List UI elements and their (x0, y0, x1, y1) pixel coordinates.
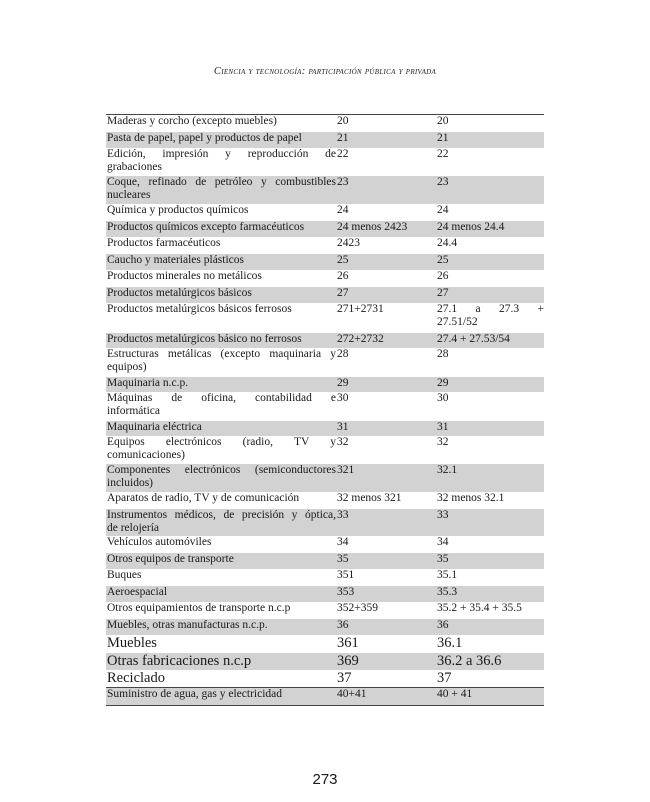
sector-cell: Aeroespacial (107, 586, 168, 598)
code-a-cell: 25 (337, 254, 349, 266)
table-row (106, 553, 544, 569)
sector-cell: Otros equipamientos de transporte n.c.p (107, 602, 291, 614)
table-row (106, 436, 544, 464)
code-b-cell: 37 (437, 670, 452, 686)
table-row (106, 569, 544, 586)
code-a-cell: 34 (337, 536, 349, 548)
code-a-cell: 37 (337, 670, 352, 686)
code-a-cell: 24 menos 2423 (337, 221, 408, 233)
code-a-cell: 2423 (337, 237, 360, 249)
sector-cell: Reciclado (107, 670, 165, 686)
code-a-cell: 32 (337, 436, 349, 448)
table-row (106, 536, 544, 553)
code-b-cell: 35.2 + 35.4 + 35.5 (437, 602, 522, 614)
sector-cell: Buques (107, 569, 142, 581)
sector-cell: Productos metalúrgicos básico no ferrosos (107, 333, 302, 345)
table-row (106, 670, 544, 687)
code-b-cell: 32.1 (437, 464, 458, 476)
sector-cell: Productos minerales no metálicos (107, 270, 262, 282)
table-bottom-rule (106, 705, 544, 706)
code-a-cell: 361 (337, 635, 359, 651)
code-a-cell: 40+41 (337, 688, 367, 700)
code-b-cell: 27.4 + 27.53/54 (437, 333, 510, 345)
running-title: Ciencia y tecnología: participación pública y privada (213, 66, 437, 77)
table-row (106, 509, 544, 536)
code-b-cell: 23 (437, 176, 449, 188)
sector-cell: Vehículos automóviles (107, 536, 212, 548)
sector-cell: Muebles, otras manufacturas n.c.p. (107, 619, 268, 631)
code-b-cell: 32 menos 32.1 (437, 492, 505, 504)
table-row (106, 586, 544, 602)
code-a-cell: 369 (337, 653, 359, 669)
code-a-cell: 351 (337, 569, 355, 581)
code-b-cell: 24.4 (437, 237, 458, 249)
code-a-cell: 36 (337, 619, 349, 631)
table-row (106, 115, 544, 132)
code-b-cell: 28 (437, 348, 449, 360)
table-row (106, 237, 544, 254)
code-a-cell: 28 (337, 348, 349, 360)
code-b-cell: 36.2 a 36.6 (437, 653, 502, 669)
code-b-cell: 40 + 41 (437, 688, 473, 700)
code-a-cell: 352+359 (337, 602, 378, 614)
code-b-cell: 24 menos 24.4 (437, 221, 505, 233)
table-row (106, 221, 544, 237)
code-b-cell: 36 (437, 619, 449, 631)
code-a-cell: 33 (337, 509, 349, 521)
code-b-cell: 33 (437, 509, 449, 521)
code-b-cell: 35.1 (437, 569, 458, 581)
sector-cell: Pasta de papel, papel y productos de papel (107, 132, 302, 144)
code-a-cell: 272+2732 (337, 333, 384, 345)
code-a-cell: 21 (337, 132, 349, 144)
table-row (106, 287, 544, 303)
sector-cell: Aparatos de radio, TV y de comunicación (107, 492, 300, 504)
classification-table (106, 115, 544, 706)
table-row (106, 619, 544, 635)
table-row (106, 653, 544, 670)
code-b-cell: 21 (437, 132, 449, 144)
table-row (106, 392, 544, 421)
sector-cell: Suministro de agua, gas y electricidad (107, 688, 283, 700)
table-row (106, 421, 544, 436)
table-row (106, 204, 544, 221)
table-row (106, 176, 544, 204)
sector-cell: Química y productos químicos (107, 204, 249, 216)
sector-cell: Productos metalúrgicos básicos (107, 287, 252, 299)
sector-cell: Productos químicos excepto farmacéuticos (107, 221, 305, 233)
sector-cell: Componentes electrónicos (semiconductores incluidos) (107, 464, 336, 489)
sector-cell: Maquinaria eléctrica (107, 421, 202, 433)
code-a-cell: 30 (337, 392, 349, 404)
code-a-cell: 35 (337, 553, 349, 565)
table-row (106, 303, 544, 333)
sector-cell: Maquinaria n.c.p. (107, 377, 189, 389)
sector-cell: Otras fabricaciones n.c.p (107, 653, 252, 669)
code-b-cell: 30 (437, 392, 449, 404)
sector-cell: Equipos electrónicos (radio, TV y comunicaciones) (107, 436, 336, 461)
code-b-cell: 27 (437, 287, 449, 299)
code-a-cell: 29 (337, 377, 349, 389)
page-number: 273 (312, 771, 338, 788)
code-a-cell: 27 (337, 287, 349, 299)
table-row (106, 148, 544, 176)
code-b-cell: 36.1 (437, 635, 463, 651)
code-b-cell: 35.3 (437, 586, 458, 598)
code-a-cell: 321 (337, 464, 355, 476)
code-b-cell: 20 (437, 115, 449, 127)
code-b-cell: 22 (437, 148, 449, 160)
code-b-cell: 34 (437, 536, 449, 548)
code-a-cell: 22 (337, 148, 349, 160)
code-b-cell: 24 (437, 204, 449, 216)
code-b-cell: 29 (437, 377, 449, 389)
table-row (106, 254, 544, 270)
code-b-cell: 35 (437, 553, 449, 565)
sector-cell: Máquinas de oficina, contabilidad e informática (107, 392, 336, 417)
sector-cell: Estructuras metálicas (excepto maquinaria y equipos) (107, 348, 336, 373)
table-row (106, 635, 544, 653)
table-row (106, 377, 544, 392)
table-row (106, 687, 544, 705)
sector-cell: Coque, refinado de petróleo y combustibles nucleares (107, 176, 336, 201)
code-b-cell: 25 (437, 254, 449, 266)
sector-cell: Instrumentos médicos, de precisión y óptica, de relojería (107, 509, 336, 534)
table-row (106, 132, 544, 148)
code-a-cell: 271+2731 (337, 303, 384, 315)
code-a-cell: 31 (337, 421, 349, 433)
code-a-cell: 20 (337, 115, 349, 127)
table-row (106, 348, 544, 377)
sector-cell: Maderas y corcho (excepto muebles) (107, 115, 277, 127)
table-row (106, 492, 544, 509)
table-row (106, 602, 544, 619)
sector-cell: Productos metalúrgicos básicos ferrosos (107, 303, 292, 315)
code-b-cell: 32 (437, 436, 449, 448)
code-a-cell: 32 menos 321 (337, 492, 402, 504)
sector-cell: Edición, impresión y reproducción de grabaciones (107, 148, 336, 173)
code-a-cell: 24 (337, 204, 349, 216)
code-a-cell: 353 (337, 586, 355, 598)
sector-cell: Productos farmacéuticos (107, 237, 221, 249)
sector-cell: Caucho y materiales plásticos (107, 254, 245, 266)
code-b-cell: 31 (437, 421, 449, 433)
table-row (106, 333, 544, 348)
code-b-cell: 27.1 a 27.3 + 27.51/52 (437, 303, 544, 328)
code-b-cell: 26 (437, 270, 449, 282)
code-a-cell: 26 (337, 270, 349, 282)
table-row (106, 270, 544, 287)
table-row (106, 464, 544, 492)
sector-cell: Muebles (107, 635, 157, 651)
code-a-cell: 23 (337, 176, 349, 188)
sector-cell: Otros equipos de transporte (107, 553, 234, 565)
